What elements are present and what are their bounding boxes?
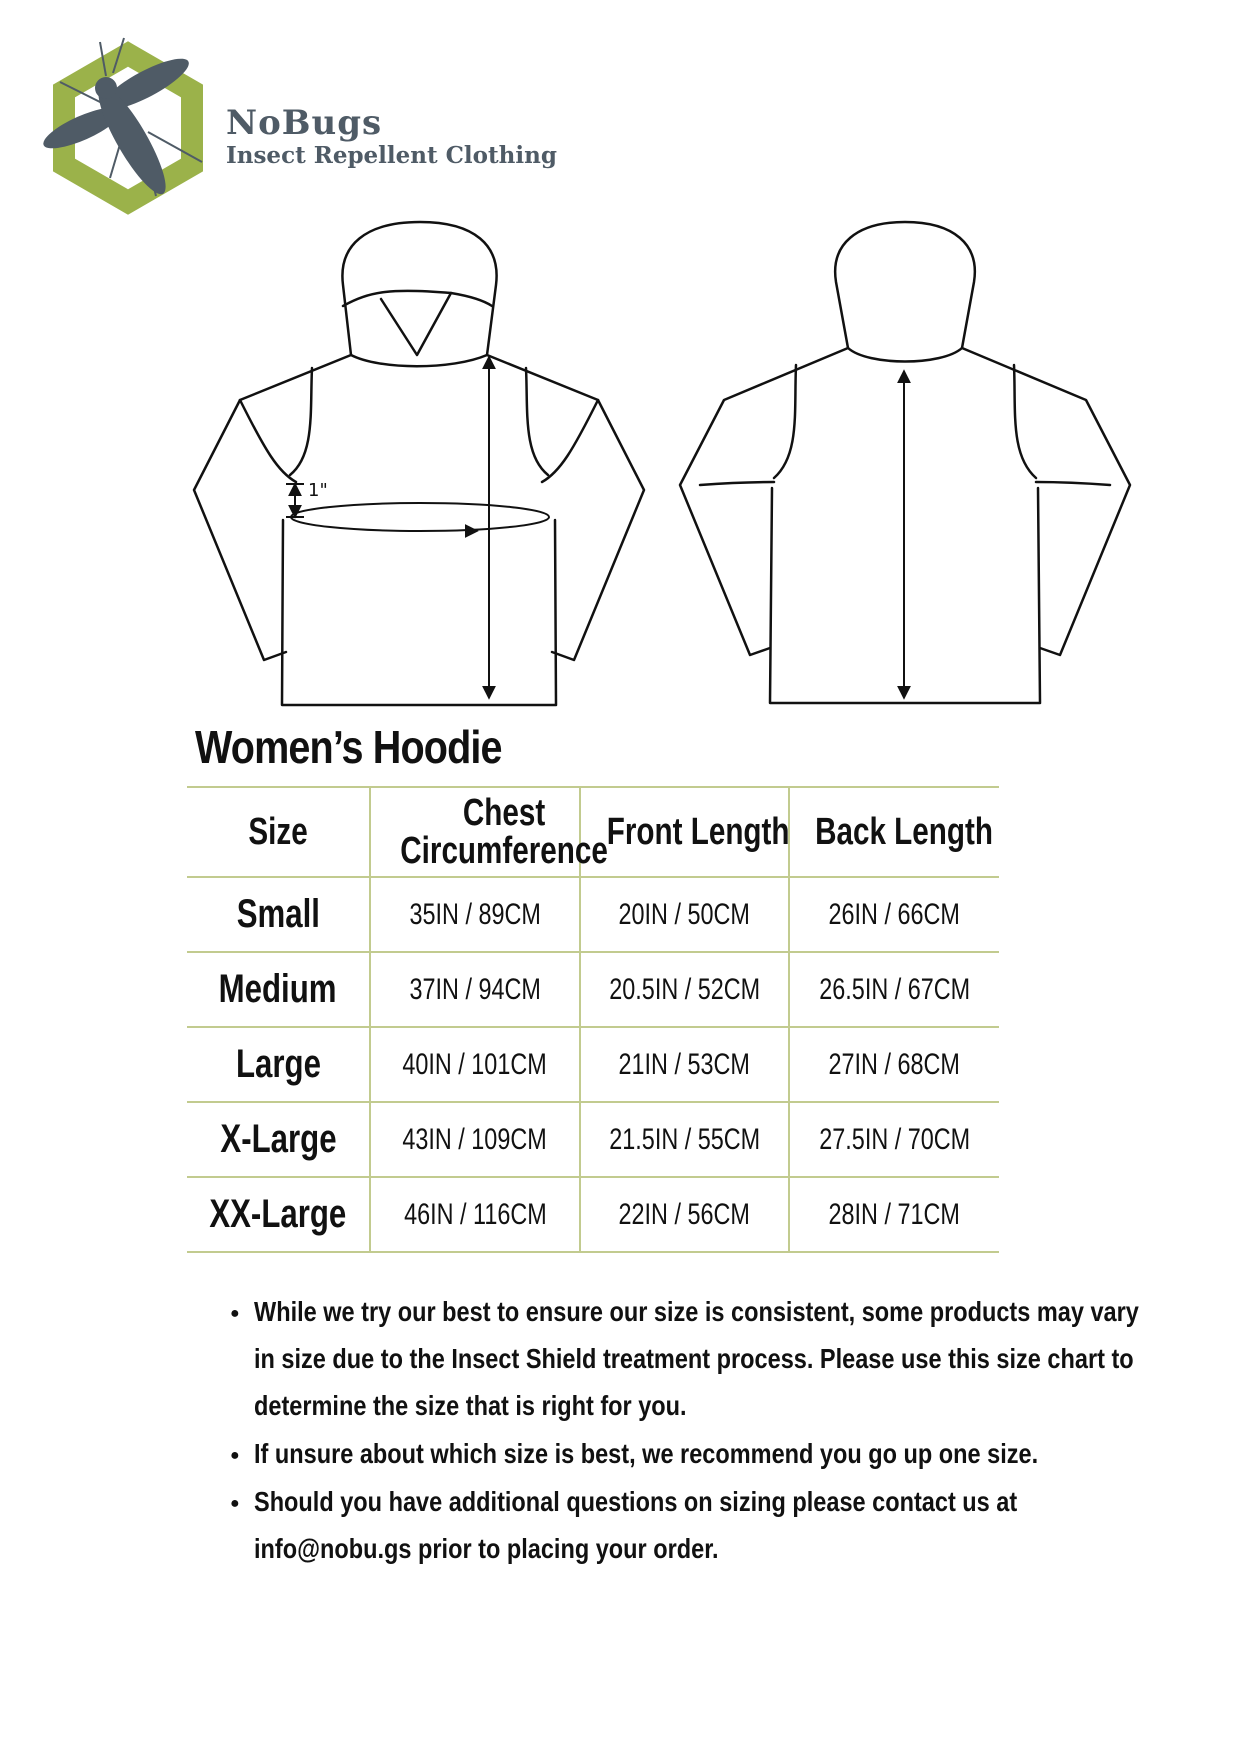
front-length-value: 21IN / 53CM <box>580 1027 789 1102</box>
header-size: Size <box>187 787 370 877</box>
front-length-value: 21.5IN / 55CM <box>580 1102 789 1177</box>
chest-value: 46IN / 116CM <box>370 1177 580 1252</box>
table-row <box>187 1027 999 1102</box>
back-length-value: 27IN / 68CM <box>789 1027 999 1102</box>
note-text: ● If unsure about which size is best, we recommend you go up one size. <box>254 1438 1039 1469</box>
back-length-value: 26IN / 66CM <box>789 877 999 952</box>
size-name: Medium <box>187 952 370 1027</box>
front-length-value: 22IN / 56CM <box>580 1177 789 1252</box>
note-item <box>230 1478 1130 1572</box>
size-name: Small <box>187 877 370 952</box>
note-item <box>230 1430 1130 1477</box>
table-row <box>187 877 999 952</box>
chest-offset-label: 1" <box>308 480 328 501</box>
back-length-value: 28IN / 71CM <box>789 1177 999 1252</box>
front-length-value: 20.5IN / 52CM <box>580 952 789 1027</box>
back-length-value: 27.5IN / 70CM <box>789 1102 999 1177</box>
hoodie-front-outline <box>194 222 644 705</box>
sizing-notes <box>230 1288 1139 1573</box>
table-row <box>187 952 999 1027</box>
table-row <box>187 1177 999 1252</box>
chest-value: 37IN / 94CM <box>370 952 580 1027</box>
chest-value: 35IN / 89CM <box>370 877 580 952</box>
hoodie-diagram <box>0 0 1240 720</box>
table-header-row <box>187 787 999 877</box>
table-row <box>187 1102 999 1177</box>
size-chart-table <box>187 786 999 1253</box>
chest-value: 43IN / 109CM <box>370 1102 580 1177</box>
note-item <box>230 1288 1139 1429</box>
brand-name: NoBugs <box>226 103 383 143</box>
header-back-length: Back Length <box>789 787 999 877</box>
header-front-length: Front Length <box>580 787 789 877</box>
note-text: ● Should you have additional questions on sizing please contact us at info@nobu.gs prior to placing your order. <box>254 1486 1018 1564</box>
size-name: Large <box>187 1027 370 1102</box>
front-length-value: 20IN / 50CM <box>580 877 789 952</box>
header-chest: Chest Circumference <box>370 787 580 877</box>
back-length-value: 26.5IN / 67CM <box>789 952 999 1027</box>
brand-tagline: Insect Repellent Clothing <box>226 142 557 169</box>
size-name: X-Large <box>187 1102 370 1177</box>
size-name: XX-Large <box>187 1177 370 1252</box>
note-text: ● While we try our best to ensure our size is consistent, some products may vary in size due to the Insect Shield treatment process. Please use this size chart to determine the size that is right for you. <box>254 1296 1139 1421</box>
product-title: Women’s Hoodie <box>195 721 502 773</box>
measure-front-lines <box>286 358 549 697</box>
chest-value: 40IN / 101CM <box>370 1027 580 1102</box>
